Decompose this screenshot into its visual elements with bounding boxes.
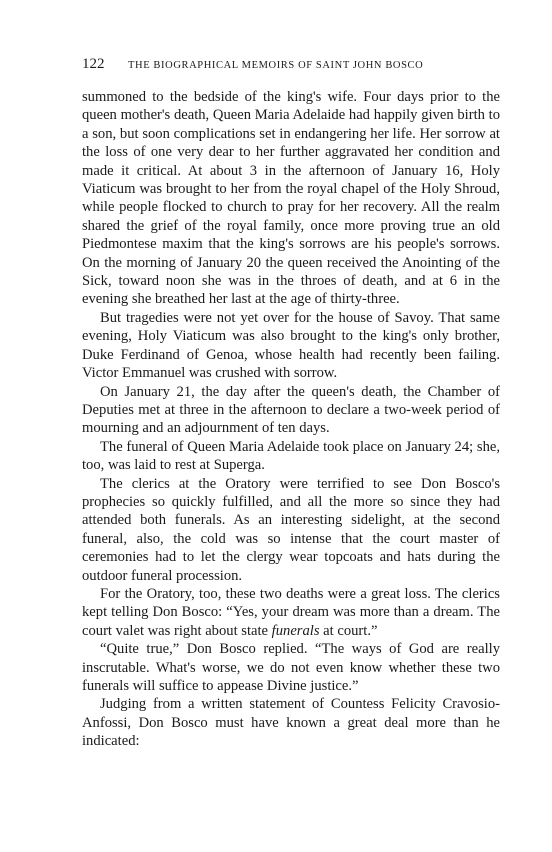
paragraph-clerics-terrified: The clerics at the Oratory were terrified to see Don Bosco's prophecies so quickly fulfilled, and all the more so since they had attended both funerals. As an interesting sidelight, at the second funeral, also, the cold was so intense that the court master of ceremonies had to let the clergy wear topcoats and hats during the outdoor funeral procession. — [82, 475, 500, 584]
page-header — [82, 56, 500, 76]
paragraph-countess-statement: Judging from a written statement of Countess Felicity Cravosio-Anfossi, Don Bosco must have known a great deal more than he indicated: — [82, 696, 500, 750]
paragraph-funeral: The funeral of Queen Maria Adelaide took place on January 24; she, too, was laid to rest at Superga. — [82, 438, 500, 474]
great-loss-text-end: at court.” — [319, 622, 378, 639]
paragraph-savoy-tragedies: But tragedies were not yet over for the house of Savoy. That same evening, Holy Viaticum was also brought to the king's only brother, Duke Ferdinand of Genoa, whose health had recently been failing. Victor Emmanuel was crushed with sorrow. — [82, 309, 500, 382]
page-number: 122 — [82, 56, 105, 72]
running-title: THE BIOGRAPHICAL MEMOIRS OF SAINT JOHN BOSCO — [128, 60, 424, 71]
body-text — [82, 88, 500, 751]
great-loss-text-start: For the Oratory, too, these two deaths were a great loss. The clerics kept telling Don Bosco: “Yes, your dream was more than a dream. The court valet was right about state — [82, 585, 500, 639]
book-page — [82, 56, 500, 751]
paragraph-chamber-of-deputies: On January 21, the day after the queen's death, the Chamber of Deputies met at three in the afternoon to declare a two-week period of mourning and an adjournment of ten days. — [82, 383, 500, 437]
paragraph-great-loss — [82, 585, 500, 640]
paragraph-continued: summoned to the bedside of the king's wife. Four days prior to the queen mother's death, Queen Maria Adelaide had happily given birth to a son, but soon complications set in endangering her life. Her sorrow at the loss of one very dear to her further aggravated her condition and made it critical. At about 3 in the afternoon of January 16, Holy Viaticum was brought to her from the royal chapel of the Holy Shroud, while people flocked to church to pray for her recovery. All the realm shared the grief of the royal family, once more proving true an old Piedmontese maxim that the king's sorrows are his people's sorrows. On the morning of January 20 the queen received the Anointing of the Sick, toward noon she was in the throes of death, and at 6 in the evening she breathed her last at the age of thirty-three. — [82, 89, 500, 308]
paragraph-don-bosco-reply: “Quite true,” Don Bosco replied. “The ways of God are really inscrutable. What's worse, we do not even know whether these two funerals will suffice to appease Divine justice.” — [82, 641, 500, 694]
funerals-emphasis: funerals — [271, 622, 320, 639]
